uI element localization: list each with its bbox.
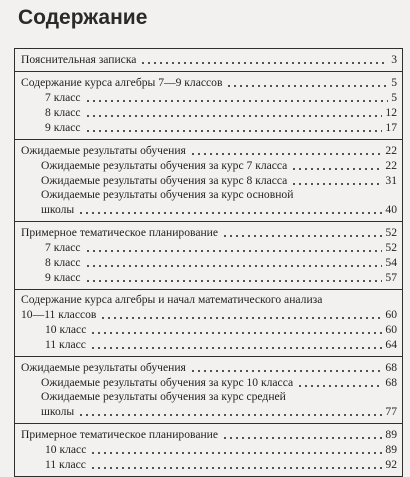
toc-entry-title: 7 класс <box>45 241 81 254</box>
toc-entry-title: 10—11 классов <box>21 308 97 321</box>
toc-entry-page: 89 <box>385 443 397 456</box>
toc-dot-leader <box>100 317 382 319</box>
toc-entry-title: Ожидаемые результаты обучения за курс основной <box>41 188 294 201</box>
toc-entry[interactable] <box>15 255 402 270</box>
toc-entry-title: Пояснительная записка <box>21 53 137 66</box>
toc-entry[interactable] <box>15 457 402 472</box>
toc-section <box>14 221 403 289</box>
toc-entry-title: Примерное тематическое планирование <box>21 226 219 239</box>
toc-entry[interactable] <box>15 202 402 217</box>
toc-dot-leader <box>291 168 382 170</box>
toc-entry-title: Примерное тематическое планирование <box>21 428 219 441</box>
toc-dot-leader <box>226 85 388 87</box>
toc-entry[interactable] <box>15 75 402 90</box>
toc-entry-page: 5 <box>391 91 397 104</box>
toc-dot-leader <box>190 370 382 372</box>
toc-entry[interactable] <box>15 375 402 390</box>
toc-entry-page: 31 <box>385 174 397 187</box>
toc-entry[interactable] <box>15 337 402 352</box>
toc-entry-page: 22 <box>385 159 397 172</box>
toc-entry-title: 10 класс <box>45 443 87 456</box>
toc-section <box>14 289 403 356</box>
toc-entry[interactable] <box>15 427 402 442</box>
toc-entry-title: Ожидаемые результаты обучения <box>21 144 186 157</box>
toc-dot-leader <box>90 332 382 334</box>
toc-entry-title: Ожидаемые результаты обучения за курс 10 класса <box>41 376 294 389</box>
toc-entry-title: Ожидаемые результаты обучения за курс средней <box>41 390 286 403</box>
toc-entry-page: 40 <box>385 203 397 216</box>
toc-entry-page: 22 <box>385 144 397 157</box>
toc-entry-title: 9 класс <box>45 271 81 284</box>
toc-dot-leader <box>190 153 382 155</box>
toc-entry-title: 8 класс <box>45 106 81 119</box>
toc-entry[interactable] <box>15 105 402 120</box>
toc-entry-title: Содержание курса алгебры 7—9 классов <box>21 76 223 89</box>
toc-entry-page: 54 <box>385 256 397 269</box>
toc-entry-title: Содержание курса алгебры и начал математического анализа <box>21 293 323 306</box>
toc-section <box>14 423 403 477</box>
toc-entry-title: 8 класс <box>45 256 81 269</box>
toc-entry-title: Ожидаемые результаты обучения за курс 8 класса <box>41 174 288 187</box>
toc-entry-page: 52 <box>385 241 397 254</box>
toc-entry-title: 10 класс <box>45 323 87 336</box>
toc-section <box>14 356 403 423</box>
toc-entry-title: Ожидаемые результаты обучения за курс 7 класса <box>41 159 288 172</box>
toc-dot-leader <box>222 437 382 439</box>
table-of-contents <box>14 48 403 477</box>
toc-dot-leader <box>85 265 382 267</box>
toc-entry[interactable] <box>15 360 402 375</box>
toc-entry-title: 7 класс <box>45 91 81 104</box>
toc-entry[interactable] <box>15 143 402 158</box>
toc-dot-leader <box>85 100 388 102</box>
toc-entry-page: 89 <box>385 428 397 441</box>
toc-entry-page: 5 <box>391 76 397 89</box>
toc-entry[interactable] <box>15 390 402 404</box>
toc-entry[interactable] <box>15 442 402 457</box>
toc-entry[interactable] <box>15 120 402 135</box>
toc-dot-leader <box>140 62 388 64</box>
toc-entry-page: 3 <box>391 53 397 66</box>
toc-dot-leader <box>90 452 382 454</box>
toc-entry-title: 9 класс <box>45 121 81 134</box>
toc-entry-page: 17 <box>385 121 397 134</box>
toc-entry[interactable] <box>15 240 402 255</box>
toc-entry-page: 77 <box>385 405 397 418</box>
toc-entry-title: школы <box>41 203 75 216</box>
toc-entry[interactable] <box>15 225 402 240</box>
toc-dot-leader <box>78 212 382 214</box>
toc-dot-leader <box>297 385 382 387</box>
toc-entry[interactable] <box>15 188 402 202</box>
toc-section <box>14 48 403 71</box>
toc-entry-page: 64 <box>385 338 397 351</box>
toc-entry-title: Ожидаемые результаты обучения <box>21 361 186 374</box>
toc-section <box>14 71 403 139</box>
toc-dot-leader <box>78 414 382 416</box>
toc-entry[interactable] <box>15 52 402 67</box>
toc-entry[interactable] <box>15 404 402 419</box>
toc-entry[interactable] <box>15 322 402 337</box>
toc-dot-leader <box>222 235 382 237</box>
toc-dot-leader <box>85 250 382 252</box>
toc-entry[interactable] <box>15 173 402 188</box>
toc-entry[interactable] <box>15 270 402 285</box>
toc-entry-page: 92 <box>385 458 397 471</box>
page-title: Содержание <box>18 6 148 29</box>
toc-entry-page: 60 <box>385 308 397 321</box>
toc-entry-title: 11 класс <box>45 338 86 351</box>
toc-entry[interactable] <box>15 293 402 307</box>
toc-section <box>14 139 403 221</box>
toc-dot-leader <box>85 115 382 117</box>
toc-dot-leader <box>291 183 382 185</box>
toc-entry-page: 12 <box>385 106 397 119</box>
toc-dot-leader <box>85 280 382 282</box>
toc-entry-page: 68 <box>385 376 397 389</box>
toc-entry-page: 68 <box>385 361 397 374</box>
toc-entry-title: школы <box>41 405 75 418</box>
toc-entry[interactable] <box>15 90 402 105</box>
toc-entry-title: 11 класс <box>45 458 86 471</box>
toc-entry-page: 57 <box>385 271 397 284</box>
toc-entry-page: 60 <box>385 323 397 336</box>
toc-entry[interactable] <box>15 158 402 173</box>
toc-dot-leader <box>90 467 382 469</box>
toc-entry[interactable] <box>15 307 402 322</box>
toc-dot-leader <box>85 130 382 132</box>
toc-entry-page: 52 <box>385 226 397 239</box>
toc-dot-leader <box>90 347 382 349</box>
